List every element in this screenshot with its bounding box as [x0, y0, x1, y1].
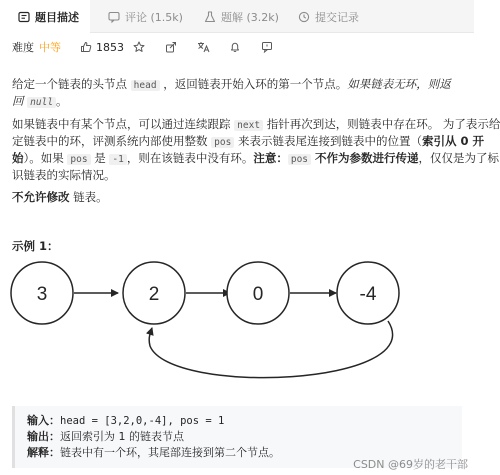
star-icon[interactable]	[133, 38, 145, 56]
code-pos: pos	[288, 154, 311, 165]
text: ）。如果	[23, 151, 68, 165]
likes-count: 1853	[96, 40, 124, 54]
list-node	[227, 262, 289, 324]
text: 指针再次到达，则链表中存在环。 为了表示给	[263, 117, 500, 131]
paragraph-3	[12, 189, 108, 206]
code-head: head	[131, 80, 160, 91]
example-input	[27, 413, 450, 429]
thumbs-up-icon	[80, 41, 92, 53]
text: 来表示链表尾连接到链表中的位置（	[234, 134, 422, 148]
code-pos: pos	[67, 154, 90, 165]
comment-icon	[108, 11, 120, 23]
example-heading-text: 示例 1：	[12, 239, 59, 253]
watermark: CSDN @69岁的老干部	[353, 458, 468, 471]
text: ，返回链表开始入环的第一个节点。	[159, 77, 348, 91]
node-value: 2	[148, 284, 160, 305]
like-button[interactable]	[80, 38, 124, 56]
text: 链表。	[69, 190, 108, 204]
list-node	[11, 262, 73, 324]
emphasis-text: 回	[12, 94, 28, 108]
text: 如果链表中有某个节点，可以通过连续跟踪	[12, 117, 235, 131]
bold-text: 索引从 0 开	[421, 134, 484, 148]
share-icon[interactable]	[165, 38, 177, 56]
text: 是	[90, 151, 110, 165]
text: 定链表中的环，评测系统内部使用整数	[12, 134, 212, 148]
bell-icon[interactable]	[229, 38, 241, 56]
bold-text: 始	[12, 151, 24, 165]
bold-text: 不作为参数进行传递	[311, 151, 419, 165]
emphasis-text: 如果链表无环，则返	[347, 77, 451, 91]
difficulty-badge: 中等	[39, 41, 61, 54]
code-next: next	[234, 120, 263, 131]
explanation-value: 链表中有一个环，其尾部连接到第二个节点。	[60, 446, 280, 459]
text: ，则在该链表中没有环。	[126, 151, 254, 165]
tab-submissions-label: 提交记录	[315, 10, 359, 24]
output-value: 返回索引为 1 的链表节点	[60, 430, 184, 443]
explanation-label: 解释：	[27, 446, 60, 459]
node-value: 3	[36, 284, 48, 305]
paragraph-2-line-4	[12, 167, 116, 184]
feedback-icon[interactable]	[261, 38, 273, 56]
cycle-arrow	[149, 321, 392, 378]
text: 给定一个链表的头节点	[12, 77, 131, 91]
node-value: -4	[359, 284, 377, 305]
example-output	[27, 429, 450, 445]
node-value: 0	[252, 284, 264, 305]
code-null: null	[27, 97, 56, 108]
bold-text: 不允许修改	[12, 190, 70, 204]
tab-solutions-label: 题解 (3.2k)	[221, 10, 279, 24]
output-label: 输出：	[27, 430, 60, 443]
bold-text: 注意：	[253, 151, 288, 165]
list-node	[123, 262, 185, 324]
text: 。	[56, 94, 68, 108]
text: ，仅仅是为了标	[418, 151, 500, 165]
tab-comments[interactable]	[108, 0, 183, 33]
code-pos: pos	[211, 137, 234, 148]
paragraph-2-line-2	[12, 133, 484, 151]
paragraph-2-line-1	[12, 116, 500, 134]
code-minus-one: -1	[109, 154, 126, 165]
linked-list-diagram	[0, 246, 474, 406]
tab-description-label: 题目描述	[35, 11, 79, 24]
description-icon	[18, 11, 30, 23]
paragraph-1-line-1	[12, 76, 451, 94]
flask-icon	[204, 11, 216, 23]
text: 识链表的实际情况。	[12, 168, 116, 182]
input-value: head = [3,2,0,-4], pos = 1	[60, 415, 225, 427]
translate-icon[interactable]	[197, 38, 210, 56]
history-icon	[298, 11, 310, 23]
paragraph-1-line-2	[12, 93, 68, 111]
tab-submissions[interactable]	[298, 0, 359, 33]
tab-solutions[interactable]	[204, 0, 279, 33]
input-label: 输入：	[27, 414, 60, 427]
tab-bar	[0, 0, 474, 33]
difficulty-label: 难度	[12, 41, 34, 54]
list-node	[337, 262, 399, 324]
tab-description[interactable]	[0, 0, 90, 34]
paragraph-2-line-3	[12, 150, 499, 168]
tab-comments-label: 评论 (1.5k)	[125, 10, 183, 24]
